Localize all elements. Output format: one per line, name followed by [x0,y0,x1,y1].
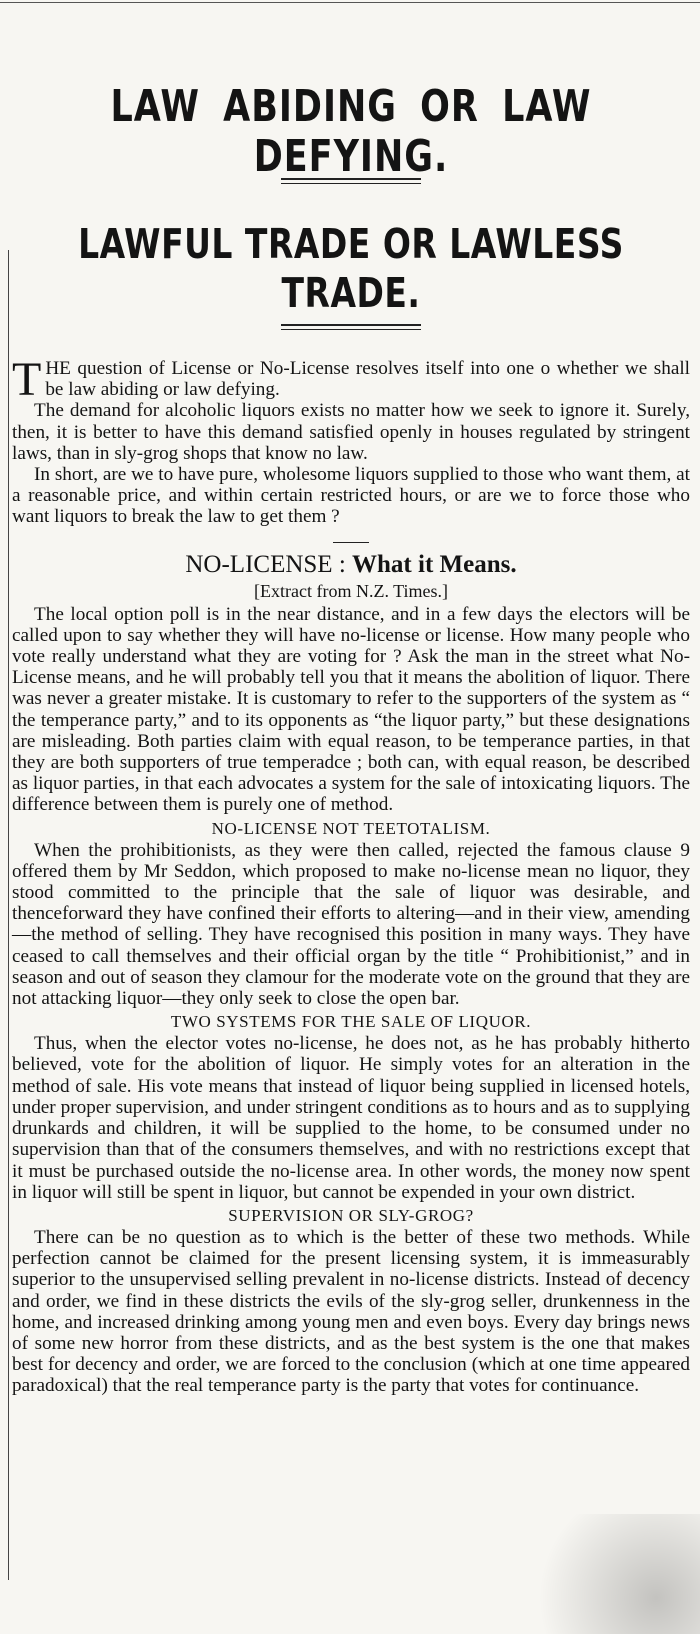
section-title-right: What it Means. [352,550,517,578]
print-smudge [480,1514,700,1634]
intro-paragraph-2: The demand for alcoholic liquors exists no matter how we seek to ignore it. Surely, then, it is better to have this demand satisfied openly in houses regulated by stringent laws, than in sly-grog shops that know no law. [12,400,690,464]
headline-lawful-trade: LAWFUL TRADE OR LAWLESS TRADE. [78,219,624,317]
article-paragraph-2: When the prohibitionists, as they were then called, rejected the famous clause 9 offered them by Mr Seddon, which proposed to make no-license mean no liquor, they stood committed to the principle that the sale of liquor was desirable, and thenceforward they have confined their efforts to altering—and in their view, amending—the method of selling. They have recognised this position in many ways. They have ceased to call themselves and their official organ by the title “ Prohibitionist,” and in season and out of season they clamour for the moderate vote on the ground that they are not attacking liquor—they only seek to close the open bar. [12,839,690,1010]
section-divider [333,542,369,543]
section-title-left: NO-LICENSE : [185,550,346,578]
article-paragraph-1: The local option poll is in the near distance, and in a few days the electors will be called upon to say whether they will have no-license or license. How many people who vote really understand what they are voting for ? Ask the man in the street what No-License means, and he will probably tell you that it means the abolition of liquor. There was never a greater mistake. It is customary to refer to the supporters of the system as “ the temperance party,” and to its opponents as “the liquor party,” but these designations are misleading. Both parties claim with equal reason, to be temperance parties, in that they are both supporters of true temperadce ; both can, with equal reason, be described as liquor parties, in that each advocates a system for the sale of intoxicating liquors. The difference between them is purely one of method. [12,603,690,816]
extract-source: [Extract from N.Z. Times.] [254,580,448,601]
subhead-two-systems: TWO SYSTEMS FOR THE SALE OF LIQUOR. [170,1012,532,1032]
intro-paragraph-1-text: HE question of License or No-License resolves itself into one o whether we shall be law abiding or law defying. [45,358,690,401]
intro-paragraph-3: In short, are we to have pure, wholesome liquors supplied to those who want them, at a reasonable price, and within certain restricted hours, or are we to force those who want liquors to break the law to get them ? [12,464,690,528]
subhead-not-teetotalism: NO-LICENSE NOT TEETOTALISM. [211,818,491,838]
intro-paragraph-1 [12,353,690,406]
headline-divider [281,324,421,330]
article-paragraph-3: Thus, when the elector votes no-license, he does not, as he has probably hitherto believed, vote for the abolition of liquor. He simply votes for an alteration in the method of sale. His vote means that instead of liquor being supplied in licensed hotels, under proper supervision, and under stringent conditions as to hours and as to supplying drunkards and children, it will be supplied to the home, to be consumed under no supervision than that of the consumers themselves, and with no restrictions except that it must be purchased outside the no-license area. In other words, the money now spent in liquor will still be spent in liquor, but cannot be expended in your own district. [12,1033,690,1203]
article-body [12,604,690,1397]
drop-cap: T [12,353,42,406]
section-title [12,551,690,579]
column-rule [8,250,9,1580]
article-paragraph-4: There can be no question as to which is the better of these two methods. While perfection cannot be claimed for the present licensing system, it is immeasurably superior to the unsupervised selling prevalent in no-license districts. Instead of decency and order, we find in these districts the evils of the sly-grog seller, drunkenness in the home, and increased drinking among young men and even boys. Every day brings news of some new horror from these districts, and as the best system is the one that makes best for decency and order, we are forced to the conclusion (which at one time appeared paradoxical) that the real temperance party is the party that votes for continuance. [12,1226,690,1397]
subhead-supervision: SUPERVISION OR SLY-GROG? [228,1205,474,1225]
headline-law-abiding: LAW ABIDING OR LAW DEFYING. [110,82,592,183]
intro-section [12,353,690,528]
